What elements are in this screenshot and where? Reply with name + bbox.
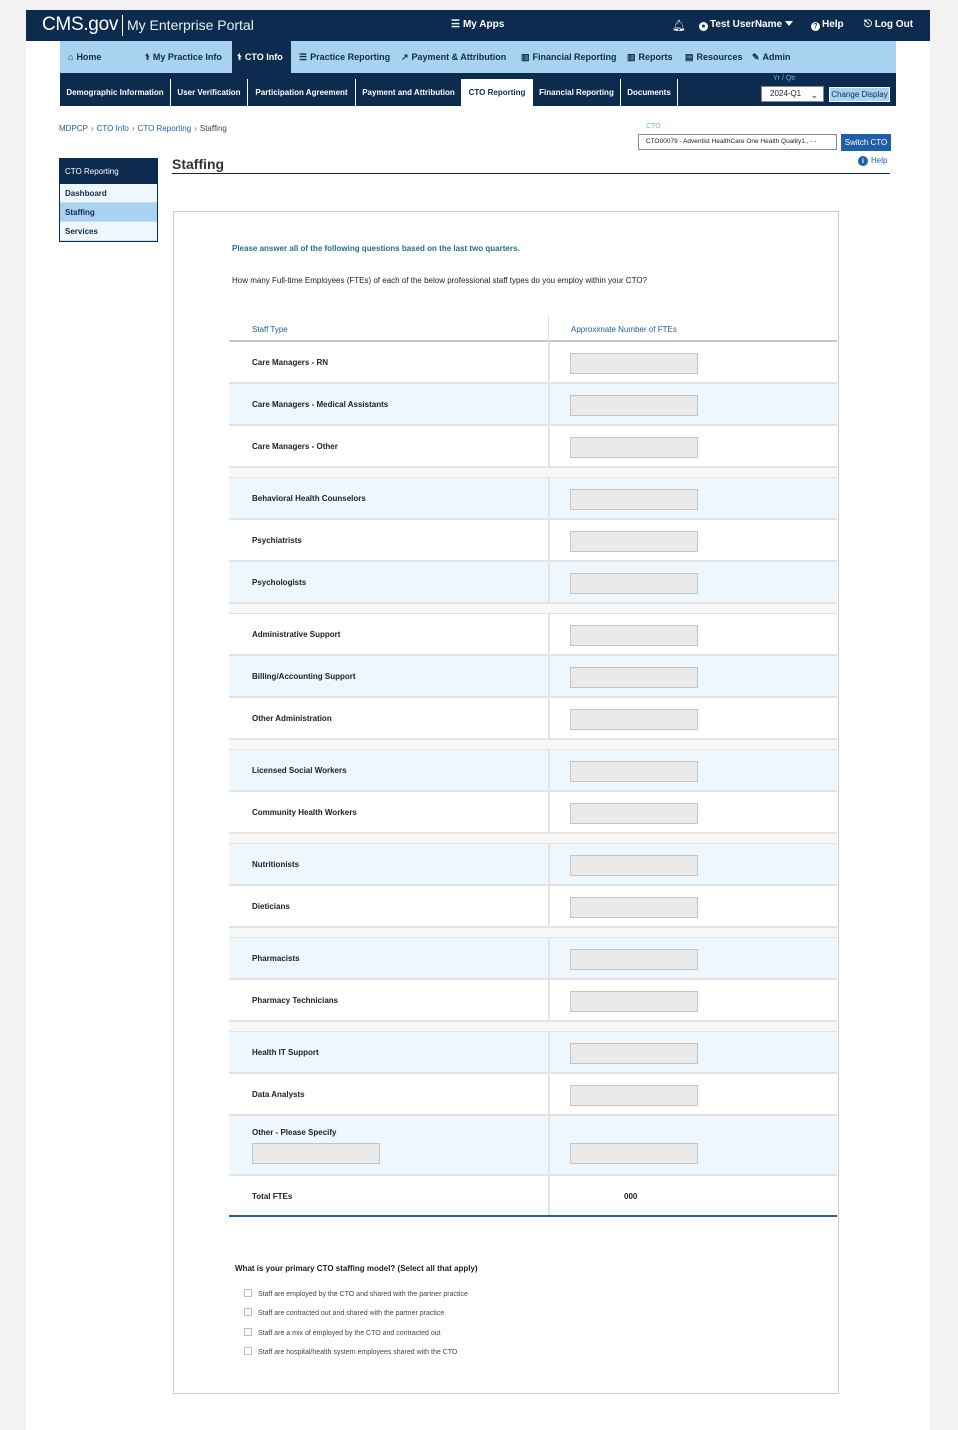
row-label: Other Administration xyxy=(252,714,332,723)
cto-label: CTO xyxy=(646,123,661,130)
home-icon: ⌂ xyxy=(68,52,74,62)
column-divider xyxy=(548,656,550,696)
column-divider xyxy=(548,1176,550,1215)
option-label: Staff are contracted out and shared with the partner practice xyxy=(258,1310,445,1317)
page-title: Staffing xyxy=(172,156,225,172)
fte-input[interactable] xyxy=(570,1043,698,1064)
nav-admin[interactable] xyxy=(752,41,791,73)
table-row-other xyxy=(229,1116,837,1176)
my-apps-label: My Apps xyxy=(462,19,505,30)
cms-logo[interactable]: CMS.gov xyxy=(42,14,119,35)
table-row-total xyxy=(229,1176,837,1217)
subnav-demographic-information[interactable]: Demographic Information xyxy=(60,79,171,106)
subnav-financial-reporting[interactable]: Financial Reporting xyxy=(533,79,621,106)
nav-practice-reporting[interactable] xyxy=(299,41,390,73)
row-label: Care Managers - RN xyxy=(252,358,329,367)
column-divider xyxy=(548,562,550,602)
switch-cto-button[interactable]: Switch CTO xyxy=(841,134,891,151)
total-label: Total FTEs xyxy=(252,1192,293,1201)
chevron-down-icon: ⌄ xyxy=(810,90,818,100)
fte-question: How many Full-time Employees (FTEs) of each of the below professional staff types do you employ within your CTO? xyxy=(232,276,647,285)
list-icon: ☰ xyxy=(451,19,460,30)
brand-divider xyxy=(122,15,123,36)
side-menu-staffing[interactable]: Staffing xyxy=(60,203,157,222)
yr-qtr-select[interactable] xyxy=(761,86,824,102)
logout-link[interactable] xyxy=(864,19,913,30)
logout-icon: ⎋ xyxy=(864,19,875,30)
column-divider xyxy=(548,384,550,424)
table-row xyxy=(229,698,837,740)
table-row xyxy=(229,1074,837,1116)
option-label: Staff are a mix of employed by the CTO and contracted out xyxy=(258,1330,441,1337)
help-link[interactable] xyxy=(811,19,844,31)
table-row xyxy=(229,520,837,562)
main-nav xyxy=(60,41,896,73)
side-menu-dashboard[interactable]: Dashboard xyxy=(60,184,157,203)
logout-label: Log Out xyxy=(874,19,914,30)
table-row xyxy=(229,792,837,834)
yr-qtr-value: 2024-Q1 xyxy=(770,89,802,98)
side-menu-services[interactable]: Services xyxy=(60,222,157,241)
group-spacer xyxy=(229,468,837,478)
row-label: Administrative Support xyxy=(252,630,341,639)
nav-label: Reports xyxy=(638,52,673,62)
group-spacer xyxy=(229,740,837,750)
nav-label: Financial Reporting xyxy=(532,52,617,62)
fte-input[interactable] xyxy=(570,1085,698,1106)
model-option[interactable] xyxy=(244,1308,444,1317)
checkbox[interactable] xyxy=(244,1347,252,1355)
row-label: Nutritionists xyxy=(252,860,300,869)
fte-input[interactable] xyxy=(570,1143,698,1164)
table-row xyxy=(229,844,837,886)
subnav-participation-agreement[interactable]: Participation Agreement xyxy=(248,79,356,106)
column-divider xyxy=(548,938,550,978)
table-row xyxy=(229,384,837,426)
fte-input[interactable] xyxy=(570,531,698,552)
info-icon: i xyxy=(858,156,868,166)
question-icon: ? xyxy=(811,22,820,31)
staffing-model-question: What is your primary CTO staffing model? (Select all that apply) xyxy=(235,1264,478,1273)
column-divider xyxy=(548,316,549,342)
table-row xyxy=(229,562,837,604)
nav-cto-info[interactable] xyxy=(232,41,291,73)
column-divider xyxy=(548,614,550,654)
row-label: Health IT Support xyxy=(252,1048,319,1057)
side-menu-header: CTO Reporting xyxy=(60,159,157,184)
fte-input[interactable] xyxy=(570,395,698,416)
change-display-button[interactable]: Change Display xyxy=(829,87,890,102)
col-staff-type: Staff Type xyxy=(252,325,288,334)
nav-home[interactable] xyxy=(68,41,101,73)
model-option[interactable] xyxy=(244,1347,457,1356)
fte-input[interactable] xyxy=(570,761,698,782)
stethoscope-icon: ⚕ xyxy=(145,52,150,62)
page xyxy=(26,10,930,1430)
total-value: 000 xyxy=(624,1192,638,1201)
fte-input[interactable] xyxy=(570,625,698,646)
model-option[interactable] xyxy=(244,1289,468,1298)
group-spacer xyxy=(229,1022,837,1032)
row-label: Care Managers - Medical Assistants xyxy=(252,400,389,409)
subnav-documents[interactable]: Documents xyxy=(621,79,678,106)
row-label: Billing/Accounting Support xyxy=(252,672,356,681)
nav-label: Payment & Attribution xyxy=(411,52,507,62)
breadcrumb-cto-info[interactable]: CTO Info xyxy=(96,124,129,133)
user-icon: ● xyxy=(699,22,708,31)
bar-chart-icon: ▥ xyxy=(627,52,636,62)
row-label: Psychologists xyxy=(252,578,307,587)
my-apps-link[interactable] xyxy=(451,19,504,30)
nav-my-practice-info[interactable] xyxy=(145,41,222,73)
row-label: Behavioral Health Counselors xyxy=(252,494,366,503)
subnav-user-verification[interactable]: User Verification xyxy=(171,79,248,106)
bell-icon[interactable]: 🔔︎ xyxy=(672,20,686,32)
form-intro: Please answer all of the following questions based on the last two quarters. xyxy=(232,244,520,253)
table-row xyxy=(229,980,837,1022)
model-option[interactable] xyxy=(244,1328,441,1337)
cto-select[interactable]: CTO00079 - Adventist HealthCare One Health Quality1., - - xyxy=(638,134,837,150)
other-specify-input[interactable] xyxy=(252,1143,380,1164)
group-spacer xyxy=(229,604,837,614)
table-row xyxy=(229,1032,837,1074)
user-name: Test UserName xyxy=(710,19,783,30)
chevron-right-icon: › xyxy=(90,124,94,133)
row-label: Other - Please Specify xyxy=(252,1128,337,1137)
page-help-label: Help xyxy=(871,156,888,165)
column-divider xyxy=(548,750,550,790)
fte-input[interactable] xyxy=(570,709,698,730)
user-menu[interactable] xyxy=(699,19,793,31)
row-label: Licensed Social Workers xyxy=(252,766,347,775)
column-divider xyxy=(548,1116,550,1174)
stethoscope-icon: ⚕ xyxy=(237,52,242,62)
table-row xyxy=(229,478,837,520)
nav-label: My Practice Info xyxy=(152,52,222,62)
list-icon: ☰ xyxy=(299,52,308,62)
checkbox[interactable] xyxy=(244,1308,252,1316)
staffing-form xyxy=(173,211,839,1394)
fte-input[interactable] xyxy=(570,353,698,374)
breadcrumb-cto-reporting[interactable]: CTO Reporting xyxy=(137,124,192,133)
column-divider xyxy=(548,844,550,884)
fte-input[interactable] xyxy=(570,855,698,876)
column-divider xyxy=(548,886,550,926)
col-ftes: Approximate Number of FTEs xyxy=(571,325,677,334)
group-spacer xyxy=(229,928,837,938)
fte-input[interactable] xyxy=(570,667,698,688)
nav-label: Resources xyxy=(696,52,743,62)
side-menu xyxy=(59,158,158,242)
column-divider xyxy=(548,792,550,832)
table-row xyxy=(229,342,837,384)
row-label: Pharmacists xyxy=(252,954,300,963)
subnav-payment-and-attribution[interactable]: Payment and Attribution xyxy=(356,79,462,106)
column-divider xyxy=(548,980,550,1020)
row-label: Community Health Workers xyxy=(252,808,357,817)
column-divider xyxy=(548,520,550,560)
sub-nav xyxy=(60,73,896,106)
row-label: Psychiatrists xyxy=(252,536,302,545)
nav-label: Practice Reporting xyxy=(310,52,391,62)
table-row xyxy=(229,656,837,698)
line-chart-icon: ↗ xyxy=(401,52,409,62)
row-label: Pharmacy Technicians xyxy=(252,996,339,1005)
checkbox[interactable] xyxy=(244,1289,252,1297)
nav-reports[interactable] xyxy=(627,41,673,73)
fte-input[interactable] xyxy=(570,949,698,970)
table-row xyxy=(229,750,837,792)
nav-financial-reporting[interactable] xyxy=(521,41,617,73)
nav-payment-attribution[interactable] xyxy=(401,41,506,73)
column-divider xyxy=(548,342,550,382)
fte-input[interactable] xyxy=(570,897,698,918)
nav-resources[interactable] xyxy=(685,41,743,73)
nav-label: Home xyxy=(76,52,102,62)
table-row xyxy=(229,614,837,656)
top-header xyxy=(26,10,930,41)
fte-input[interactable] xyxy=(570,489,698,510)
table-row xyxy=(229,426,837,468)
table-row xyxy=(229,938,837,980)
page-help-link[interactable] xyxy=(858,156,887,166)
fte-input[interactable] xyxy=(570,437,698,458)
column-divider xyxy=(548,1032,550,1072)
column-divider xyxy=(548,478,550,518)
fte-input[interactable] xyxy=(570,803,698,824)
table-header xyxy=(229,316,837,342)
breadcrumb xyxy=(59,124,227,133)
fte-input[interactable] xyxy=(570,573,698,594)
nav-label: CTO Info xyxy=(244,52,283,62)
nav-label: Admin xyxy=(762,52,791,62)
bar-chart-icon: ▥ xyxy=(521,52,530,62)
caret-down-icon xyxy=(785,21,793,26)
table-row xyxy=(229,886,837,928)
staffing-table xyxy=(229,316,837,1217)
breadcrumb-mdpcp[interactable]: MDPCP xyxy=(59,124,88,133)
row-label: Data Analysts xyxy=(252,1090,305,1099)
wrench-icon: ✎ xyxy=(752,52,760,62)
book-icon: ▤ xyxy=(685,52,694,62)
row-label: Care Managers - Other xyxy=(252,442,338,451)
portal-title: My Enterprise Portal xyxy=(127,17,254,33)
table-body xyxy=(229,342,837,1116)
option-label: Staff are employed by the CTO and shared with the partner practice xyxy=(258,1291,468,1298)
column-divider xyxy=(548,1074,550,1114)
subnav-cto-reporting[interactable]: CTO Reporting xyxy=(462,79,533,106)
help-label: Help xyxy=(822,19,844,30)
row-label: Dieticians xyxy=(252,902,290,911)
chevron-right-icon: › xyxy=(194,124,197,133)
column-divider xyxy=(548,426,550,466)
group-spacer xyxy=(229,834,837,844)
checkbox[interactable] xyxy=(244,1328,252,1336)
breadcrumb-current: Staffing xyxy=(199,124,227,133)
chevron-right-icon: › xyxy=(131,124,135,133)
column-divider xyxy=(548,698,550,738)
yr-qtr-label: Yr / Qtr xyxy=(773,75,796,82)
option-label: Staff are hospital/health system employees shared with the CTO xyxy=(258,1349,458,1356)
title-divider xyxy=(172,173,890,174)
fte-input[interactable] xyxy=(570,991,698,1012)
